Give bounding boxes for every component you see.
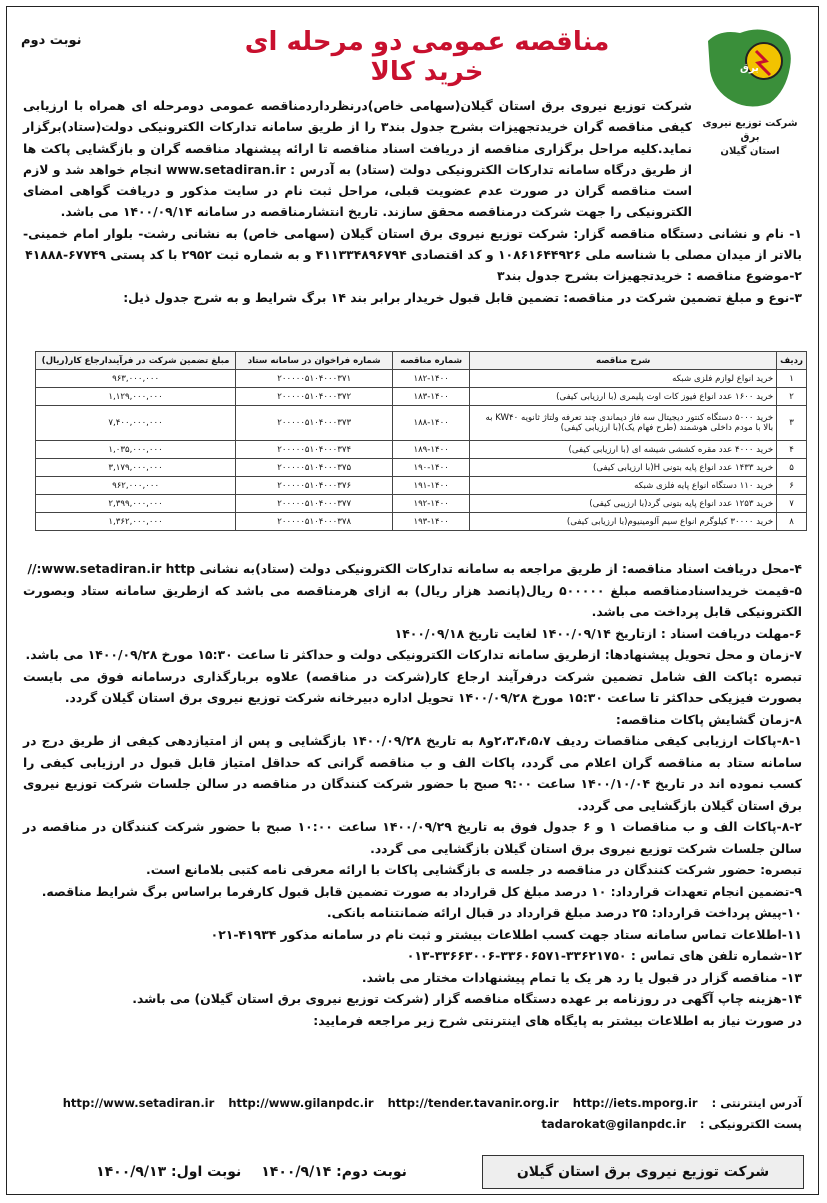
row-description: خرید ۱۴۳۳ عدد انواع پایه بتونی H(با ارزیابی کیفی) — [470, 459, 777, 477]
notice-title: مناقصه عمومی دو مرحله ای خرید کالا — [244, 27, 610, 87]
notice-frame — [6, 6, 819, 1195]
clause-1: ۱- نام و نشانی دستگاه مناقصه گزار: شرکت توزیع نیروی برق استان گیلان (سهامی خاص) به نشانی رشت- بلوار امام خمینی- بالاتر از میدان مصلی با شناسه ملی ۱۰۸۶۱۶۴۴۹۲۶ و کد اقتصادی ۴۱۱۳۳۴۸۹۶۷۹۴ و به شماره ثبت ۲۹۵۲ با کد پستی ۶۷۷۴۹-۴۱۸۸۸ — [23, 225, 802, 263]
internet-addresses — [23, 1093, 802, 1114]
row-number: ۷ — [777, 495, 807, 513]
tender-table — [35, 351, 807, 531]
row-description: خرید ۵۰۰۰ دستگاه کنتور دیجیتال سه فاز دیماندی چند تعرفه ولتاژ ثانویه KW۴۰ به بالا با مودم داخلی هوشمند (طرح فهام یک)(با ارزیابی کیفی) — [470, 406, 777, 441]
row-guarantee: ۳,۱۷۹,۰۰۰,۰۰۰ — [36, 459, 236, 477]
row-setad-number: ۲۰۰۰۰۰۵۱۰۴۰۰۰۳۷۷ — [236, 495, 393, 513]
clause-12: ۱۲-شماره تلفن های تماس : ۳۳۶۲۱۷۵۰-۳۳۶۰۶۵۷۱-۳۳۶۶۳۰۰۶-۰۱۳ — [406, 948, 802, 963]
row-tender-number: ۱۸۲-۱۴۰۰ — [393, 370, 470, 388]
row-setad-number: ۲۰۰۰۰۰۵۱۰۴۰۰۰۳۷۲ — [236, 388, 393, 406]
row-guarantee: ۲,۳۹۹,۰۰۰,۰۰۰ — [36, 495, 236, 513]
table-row — [36, 441, 807, 459]
row-number: ۴ — [777, 441, 807, 459]
row-tender-number: ۱۹۰-۱۴۰۰ — [393, 459, 470, 477]
link-tavanir[interactable]: http://tender.tavanir.org.ir — [387, 1096, 559, 1110]
clause-4: ۴-محل دریافت اسناد مناقصه: از طریق مراجعه به سامانه تدارکات الکترونیکی دولت (ستاد)به نشانی www.setadiran.ir http:// — [27, 561, 802, 576]
row-guarantee: ۹۶۲,۰۰۰,۰۰۰ — [36, 477, 236, 495]
row-tender-number: ۱۸۸-۱۴۰۰ — [393, 406, 470, 441]
table-row — [36, 388, 807, 406]
clause-5: ۵-قیمت خریداسنادمناقصه مبلغ ۵۰۰۰۰۰ ریال(پانصد هزار ریال) به ازای هرمناقصه می باشد که ازطریق سامانه ستاد وبصورت الکترونیکی قابل پرداخت می باشد. — [23, 582, 802, 619]
clause-8: ۸-زمان گشایش پاکات مناقصه: — [615, 711, 802, 727]
row-guarantee: ۱,۳۶۲,۰۰۰,۰۰۰ — [36, 513, 236, 531]
first-publication: نوبت اول: ۱۴۰۰/۹/۱۳ — [96, 1164, 242, 1180]
clause-7: ۷-زمان و محل تحویل پیشنهادها: ازطریق سامانه تدارکات الکترونیکی دولت و حداکثر تا ساعت ۱۵:۳۰ مورخ ۱۴۰۰/۰۹/۲۸ می باشد. — [25, 647, 802, 662]
clause-8-note: تبصره: حضور شرکت کنندگان در مناقصه در جلسه ی بازگشایی پاکات با ارائه معرفی نامه کتبی بلامانع است. — [145, 862, 802, 877]
row-tender-number: ۱۸۳-۱۴۰۰ — [393, 388, 470, 406]
logo-caption-line1: شرکت توزیع نیروی برق — [702, 118, 798, 143]
row-number: ۳ — [777, 406, 807, 441]
clause-14: ۱۴-هزینه چاپ آگهی در روزنامه بر عهده دستگاه مناقصه گزار (شرکت توزیع نیروی برق استان گیلان) می باشد. — [132, 991, 802, 1006]
clause-8-1: ۸-۱-پاکات ارزیابی کیفی مناقصات ردیف ۲،۳،۴،۵،۷و۸ به تاریخ ۱۴۰۰/۰۹/۲۸ بازگشایی و پس از امتیازدهی کیفی از طریق درج در سامانه ستاد به مناقصه گران اعلام می گردد، پاکات الف و ب مناقصه گرانی که حداقل امتیاز قابل قبول در ارزیابی کیفی را کسب نموده اند در تاریخ ۱۴۰۰/۱۰/۰۴ ساعت ۹:۰۰ صبح با حضور شرکت کنندگان در مناقصه در سالن جلسات شرکت توزیع نیروی برق استان گیلان بازگشایی می گردد. — [23, 733, 802, 813]
col-description: شرح مناقصه — [470, 352, 777, 370]
intro-paragraph: شرکت توزیع نیروی برق استان گیلان(سهامی خاص)درنظرداردمناقصه عمومی دومرحله ای همراه با ارزیابی کیفی مناقصه گران خریدتجهیزات بشرح جدول بند۳ را از طریق سامانه تدارکات الکترونیکی دولت(ستاد)برگزار نماید.کلیه مراحل برگزاری مناقصه از دریافت اسناد مناقصه تا ارائه پیشنهاد مناقصه گران و بازگشایی پاکت ها از طریق درگاه سامانه تدارکات الکترونیکی دولت (ستاد) به آدرس : www.setadiran.ir انجام خواهد شد و لازم است مناقصه گران در صورت عدم عضویت قبلی، مراحل ثبت نام در سایت مذکور و دریافت گواهی امضای الکترونیکی را جهت شرکت درمناقصه محقق سازند. تاریخ انتشارمناقصه در سامانه ۱۴۰۰/۰۹/۱۴ می باشد. — [23, 98, 693, 220]
logo-caption-line2: استان گیلان — [720, 146, 780, 157]
row-description: خرید ۱۲۵۳ عدد انواع پایه بتونی گرد(با ارزیبی کیفی) — [470, 495, 777, 513]
clause-11: ۱۱-اطلاعات تماس سامانه ستاد جهت کسب اطلاعات بیشتر و ثبت نام در سامانه مذکور ۴۱۹۳۴-۰۲۱ — [210, 926, 802, 942]
row-number: ۶ — [777, 477, 807, 495]
link-setadiran[interactable]: http://www.setadiran.ir — [62, 1096, 215, 1110]
notice-body-top — [23, 95, 802, 308]
address-block — [23, 1093, 802, 1135]
row-number: ۲ — [777, 388, 807, 406]
clause-13: ۱۳- مناقصه گزار در قبول یا رد هر یک یا تمام پیشنهادات مختار می باشد. — [361, 969, 802, 985]
internet-label: آدرس اینترنتی : — [711, 1096, 802, 1110]
clause-2: ۲-موضوع مناقصه : خریدتجهیزات بشرح جدول بند۳ — [497, 268, 802, 284]
footer-company: شرکت توزیع نیروی برق استان گیلان — [482, 1155, 804, 1189]
row-tender-number: ۱۸۹-۱۴۰۰ — [393, 441, 470, 459]
table-row — [36, 513, 807, 531]
row-description: خرید انواع لوازم فلزی شبکه — [470, 370, 777, 388]
email-address — [23, 1114, 802, 1135]
table-header-row — [36, 352, 807, 370]
row-tender-number: ۱۹۳-۱۴۰۰ — [393, 513, 470, 531]
row-number: ۱ — [777, 370, 807, 388]
row-guarantee: ۱,۱۲۹,۰۰۰,۰۰۰ — [36, 388, 236, 406]
link-gilanpdc[interactable]: http://www.gilanpdc.ir — [228, 1096, 374, 1110]
clause-3: ۳-نوع و مبلغ تضمین شرکت در مناقصه: تضمین قابل قبول خریدار برابر بند ۱۴ برگ شرایط و به شرح جدول ذیل: — [123, 289, 802, 305]
row-tender-number: ۱۹۱-۱۴۰۰ — [393, 477, 470, 495]
publication-dates — [21, 1155, 482, 1189]
table-row — [36, 495, 807, 513]
second-publication: نوبت دوم: ۱۴۰۰/۹/۱۴ — [261, 1164, 407, 1180]
table-row — [36, 370, 807, 388]
row-setad-number: ۲۰۰۰۰۰۵۱۰۴۰۰۰۳۷۱ — [236, 370, 393, 388]
row-setad-number: ۲۰۰۰۰۰۵۱۰۴۰۰۰۳۷۳ — [236, 406, 393, 441]
row-description: خرید ۱۶۰۰ عدد انواع فیوز کات اوت پلیمری (با ارزیابی کیفی) — [470, 388, 777, 406]
row-tender-number: ۱۹۲-۱۴۰۰ — [393, 495, 470, 513]
clause-8-2: ۸-۲-پاکات الف و ب مناقصات ۱ و ۶ جدول فوق به تاریخ ۱۴۰۰/۰۹/۲۹ ساعت ۱۰:۰۰ صبح با حضور شرکت کنندگان در مناقصه در سالن جلسات شرکت توزیع نیروی برق استان گیلان بازگشایی می گردد. — [23, 819, 802, 856]
row-guarantee: ۱,۰۳۵,۰۰۰,۰۰۰ — [36, 441, 236, 459]
clause-6: ۶-مهلت دریافت اسناد : ازتاریخ ۱۴۰۰/۰۹/۱۴ لغایت تاریخ ۱۴۰۰/۰۹/۱۸ — [394, 625, 802, 641]
row-setad-number: ۲۰۰۰۰۰۵۱۰۴۰۰۰۳۷۵ — [236, 459, 393, 477]
row-guarantee: ۷,۴۰۰,۰۰۰,۰۰۰ — [36, 406, 236, 441]
col-tender-number: شماره مناقصه — [393, 352, 470, 370]
col-setad-number: شماره فراخوان در سامانه ستاد — [236, 352, 393, 370]
row-setad-number: ۲۰۰۰۰۰۵۱۰۴۰۰۰۳۷۴ — [236, 441, 393, 459]
row-description: خرید ۱۱۰ دستگاه انواع پایه فلزی شبکه — [470, 477, 777, 495]
col-row-number: ردیف — [777, 352, 807, 370]
table-row — [36, 459, 807, 477]
row-guarantee: ۹۶۳,۰۰۰,۰۰۰ — [36, 370, 236, 388]
table-row — [36, 406, 807, 441]
col-guarantee-amount: مبلغ تضمین شرکت در فرآیندارجاع کار(ریال) — [36, 352, 236, 370]
table-row — [36, 477, 807, 495]
round-label: نوبت دوم — [21, 33, 82, 48]
row-setad-number: ۲۰۰۰۰۰۵۱۰۴۰۰۰۳۷۸ — [236, 513, 393, 531]
clause-7-note: تبصره :پاکت الف شامل تضمین شرکت درفرآیند ارجاع کار(شرکت در مناقصه) علاوه بربارگذاری درسامانه فوق می بایست بصورت فیزیکی حداکثر تا ساعت ۱۵:۳۰ مورخ ۱۴۰۰/۰۹/۲۸ تحویل اداره دبیرخانه شرکت توزیع نیروی برق استان گیلان گردد. — [23, 668, 802, 705]
notice-body-clauses — [23, 558, 802, 1031]
row-setad-number: ۲۰۰۰۰۰۵۱۰۴۰۰۰۳۷۶ — [236, 477, 393, 495]
clause-9: ۹-تضمین انجام تعهدات قرارداد: ۱۰ درصد مبلغ کل قرارداد به صورت تضمین قابل قبول کارفرما براساس برگ شرایط مناقصه. — [41, 883, 802, 899]
footer-bar — [21, 1155, 804, 1189]
logo-mark-text: برق — [740, 63, 759, 74]
row-description: خرید ۴۰۰۰ عدد مقره کششی شیشه ای (با ارزیابی کیفی) — [470, 441, 777, 459]
email-link[interactable]: tadarokat@gilanpdc.ir — [541, 1117, 686, 1131]
clause-10: ۱۰-پیش پرداخت قرارداد: ۲۵ درصد مبلغ قرارداد در قبال ارائه ضمانتنامه بانکی. — [326, 905, 802, 920]
link-iets[interactable]: http://iets.mporg.ir — [572, 1096, 698, 1110]
more-info-line: در صورت نیاز به اطلاعات بیشتر به پایگاه های اینترنتی شرح زیر مراجعه فرمایید: — [313, 1012, 802, 1028]
row-number: ۸ — [777, 513, 807, 531]
row-description: خرید ۳۰۰۰۰ کیلوگرم انواع سیم آلومینیوم(با ارزیابی کیفی) — [470, 513, 777, 531]
row-number: ۵ — [777, 459, 807, 477]
email-label: پست الکترونیکی : — [699, 1117, 802, 1131]
